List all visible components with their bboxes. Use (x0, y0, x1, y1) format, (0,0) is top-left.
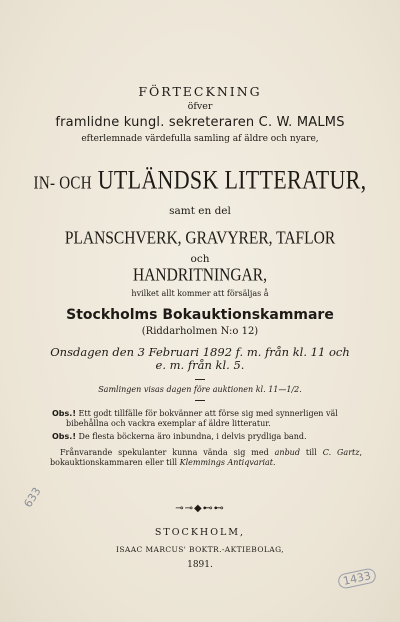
auction-house: Stockholms Bokauktionskammare (66, 307, 334, 323)
obs-label-1: Obs.! (52, 409, 76, 418)
address-line: (Riddarholmen N:o 12) (141, 326, 259, 337)
viewing-line: Samlingen visas dagen före auktionen kl. 11—1/2. (98, 385, 302, 394)
och-line: och (190, 253, 210, 265)
divider-bottom (195, 400, 205, 401)
plansch-line: PLANSCHVERK, GRAVYRER, TAFLOR (64, 228, 336, 249)
bidding-text-2: till (299, 448, 323, 457)
bidding-text-1: Frånvarande spekulanter kunna vända sig med (60, 448, 275, 457)
handritningar-line: HANDRITNINGAR, (133, 265, 267, 286)
document-heading: FÖRTECKNING (138, 84, 262, 99)
bidding-italic-klemmings: Klemmings Antiqvariat (179, 458, 274, 467)
imprint-year: 1891. (187, 560, 213, 570)
ofver-line: öfver (187, 101, 213, 112)
date-line: Onsdagen den 3 Februari 1892 f. m. från kl. 11 och e. m. från kl. 5. (50, 345, 350, 372)
obs-note-1 (52, 409, 362, 429)
imprint-printer: ISAAC MARCUS' BOKTR.-AKTIEBOLAG, (116, 545, 284, 554)
bidding-italic-gartz: C. Gartz (322, 448, 360, 457)
description-line: efterlemnade värdefulla samling af äldre och nyare, (81, 134, 319, 144)
obs-note-2 (52, 432, 362, 442)
bidding-text-4: . (273, 458, 276, 467)
bidding-note (50, 448, 362, 468)
imprint-city: STOCKHOLM, (154, 527, 246, 538)
samt-line: samt en del (169, 205, 231, 217)
main-title-prefix: IN- OCH (33, 174, 92, 193)
bidding-text-3: , bokauktionskammaren eller till (50, 448, 363, 467)
main-title (0, 165, 400, 196)
bidding-italic-anbud: anbud (274, 448, 300, 457)
ornament-divider: ⊸⊸◆⊷⊷ (175, 503, 225, 514)
obs-text-2: De flesta böckerna äro inbundna, i delvis prydliga band. (78, 432, 307, 441)
pencil-annotation-left: 633 (21, 485, 44, 510)
obs-label-2: Obs.! (52, 432, 76, 441)
main-title-rest: UTLÄNDSK LITTERATUR, (97, 164, 367, 195)
obs-text-1: Ett godt tillfälle för bokvänner att förse sig med synnerligen väl bibehållna och vackra exemplar af äldre litteratur. (66, 409, 338, 428)
auction-line: hvilket allt kommer att försäljas å (131, 289, 269, 298)
divider-top (195, 379, 205, 380)
collector-line: framlidne kungl. sekreteraren C. W. MALMS (55, 115, 345, 130)
pencil-annotation-right: 1433 (337, 567, 377, 590)
